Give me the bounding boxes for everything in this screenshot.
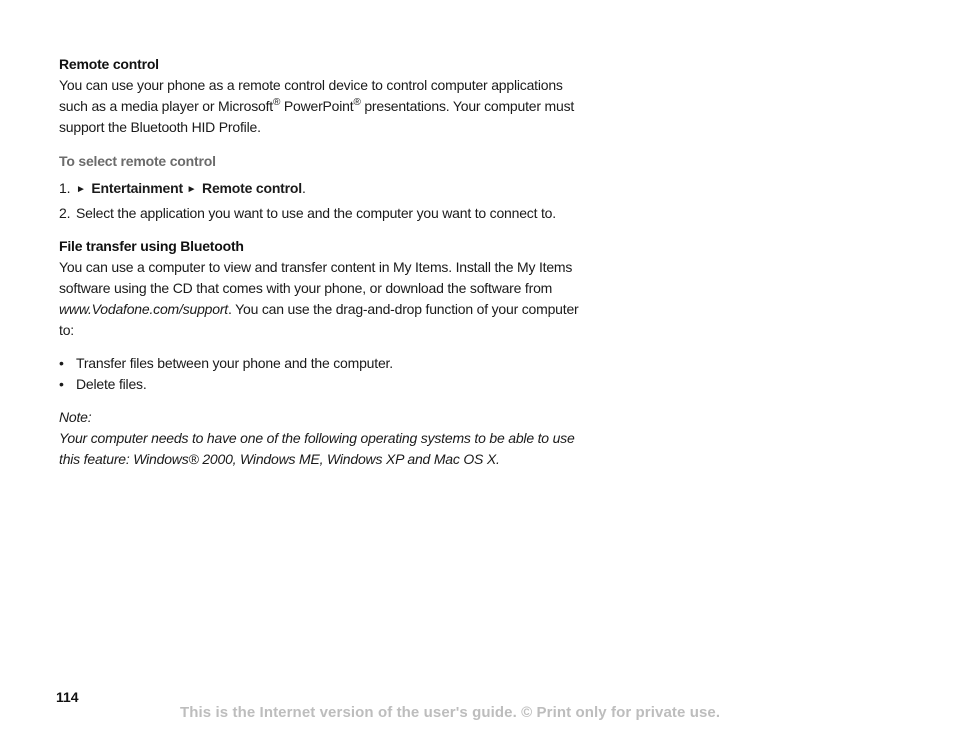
step-item: [59, 178, 579, 201]
text-column: [59, 54, 579, 470]
menu-path-remote-control: Remote control: [202, 180, 302, 196]
footer-notice: This is the Internet version of the user's guide. © Print only for private use.: [180, 704, 721, 721]
select-remote-control-subheading: To select remote control: [59, 153, 216, 169]
list-item: • Delete files.: [59, 374, 579, 395]
menu-path-entertainment: Entertainment: [91, 180, 183, 196]
remote-control-description: You can use your phone as a remote control device to control computer applications such as a media player or Microsoft® PowerPoint® presentations. Your computer must support the Bluetooth HID Profile.: [59, 77, 575, 135]
step-item: [59, 203, 579, 224]
file-transfer-heading: File transfer using Bluetooth: [59, 238, 244, 254]
support-url: www.Vodafone.com/support: [59, 301, 228, 317]
arrow-right-icon: ►: [76, 184, 86, 195]
page-number: 114: [56, 689, 79, 705]
note-text: Your computer needs to have one of the following operating systems to be able to use this feature: Windows® 2000, Windows ME, Windows XP and Mac OS X.: [59, 430, 575, 467]
list-item: • Transfer files between your phone and the computer.: [59, 353, 579, 374]
step-number: 2.: [59, 205, 71, 221]
bullet-icon: •: [59, 376, 64, 392]
file-transfer-description: You can use a computer to view and transfer content in My Items. Install the My Items software using the CD that comes with your phone, or download the software from www.Vodafone.com/support. You can use the drag-and-drop function of your computer to:: [59, 259, 579, 338]
steps-list: [59, 178, 579, 224]
registered-mark: ®: [353, 97, 361, 108]
note-block: [59, 407, 579, 470]
step-number: 1.: [59, 180, 71, 196]
bullet-list: [59, 353, 579, 395]
remote-control-heading: Remote control: [59, 56, 159, 72]
registered-mark: ®: [272, 97, 281, 108]
bullet-icon: •: [59, 355, 64, 371]
note-label: Note:: [59, 409, 92, 425]
step-text: Select the application you want to use and the computer you want to connect to.: [76, 205, 556, 221]
arrow-right-icon: ►: [186, 184, 197, 195]
step-text: ► Entertainment ► Remote control.: [76, 180, 306, 196]
